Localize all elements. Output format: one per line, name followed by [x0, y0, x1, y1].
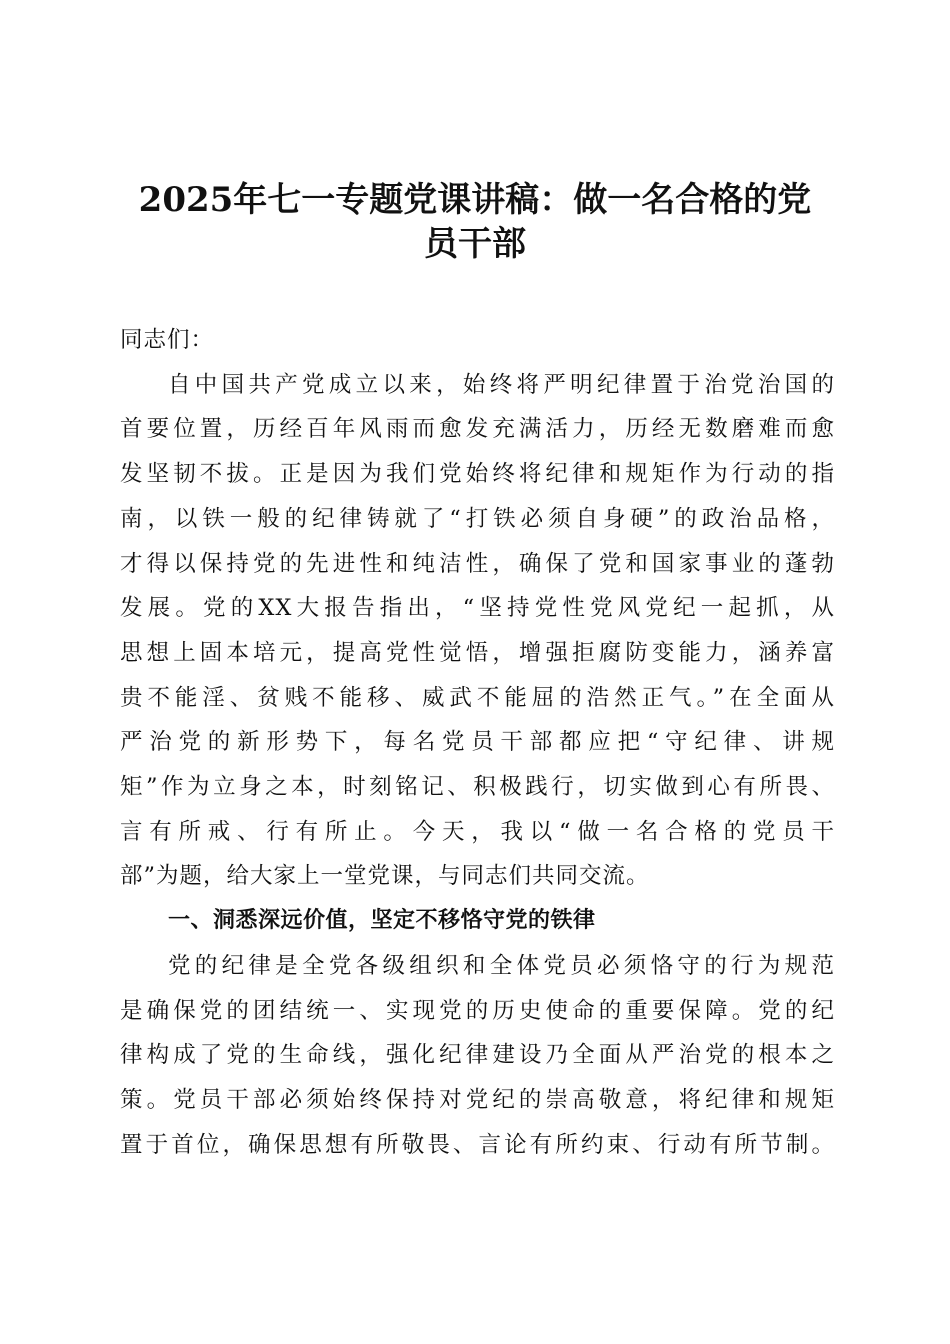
paragraph-line: 党的纪律是全党各级组织和全体党员必须恪守的行为规范 [168, 952, 835, 979]
paragraph-line: 严治党的新形势下，每名党员干部都应把“守纪律、讲规 [120, 729, 835, 756]
title-line: 2025年七一专题党课讲稿：做一名合格的党 [138, 180, 812, 220]
document-body [120, 318, 835, 1167]
paragraph-line: 南，以铁一般的纪律铸就了“打铁必须自身硬”的政治品格， [120, 505, 835, 532]
paragraph-line: 发展。党的XX大报告指出，“坚持党性党风党纪一起抓，从 [120, 595, 835, 622]
paragraph-line: 发坚韧不拔。正是因为我们党始终将纪律和规矩作为行动的指 [120, 461, 835, 488]
paragraph-line: 是确保党的团结统一、实现党的历史使命的重要保障。党的纪 [120, 997, 835, 1024]
paragraph-line: 策。党员干部必须始终保持对党纪的崇高敬意，将纪律和规矩 [120, 1086, 835, 1113]
paragraph-line: 思想上固本培元，提高党性觉悟，增强拒腐防变能力，涵养富 [120, 639, 835, 666]
paragraph-line: 才得以保持党的先进性和纯洁性，确保了党和国家事业的蓬勃 [120, 550, 835, 577]
title-line: 员干部 [424, 224, 526, 264]
paragraph-line: 置于首位，确保思想有所敬畏、言论有所约束、行动有所节制。 [120, 1131, 835, 1158]
paragraph-line: 律构成了党的生命线，强化纪律建设乃全面从严治党的根本之 [120, 1042, 835, 1069]
paragraph-line: 部”为题，给大家上一堂党课，与同志们共同交流。 [120, 863, 650, 890]
paragraph-line: 首要位置，历经百年风雨而愈发充满活力，历经无数磨难而愈 [120, 416, 835, 443]
section-heading: 一、洞悉深远价值，坚定不移恪守党的铁律 [168, 908, 596, 934]
paragraph-line: 贵不能淫、贫贱不能移、威武不能屈的浩然正气。”在全面从 [120, 684, 835, 711]
paragraph-line: 言有所戒、行有所止。今天，我以“做一名合格的党员干 [120, 818, 835, 845]
document-title [120, 178, 830, 266]
paragraph-line: 矩”作为立身之本，时刻铭记、积极践行，切实做到心有所畏、 [120, 774, 835, 801]
paragraph-line: 自中国共产党成立以来，始终将严明纪律置于治党治国的 [168, 371, 835, 398]
salutation: 同志们： [120, 327, 215, 353]
